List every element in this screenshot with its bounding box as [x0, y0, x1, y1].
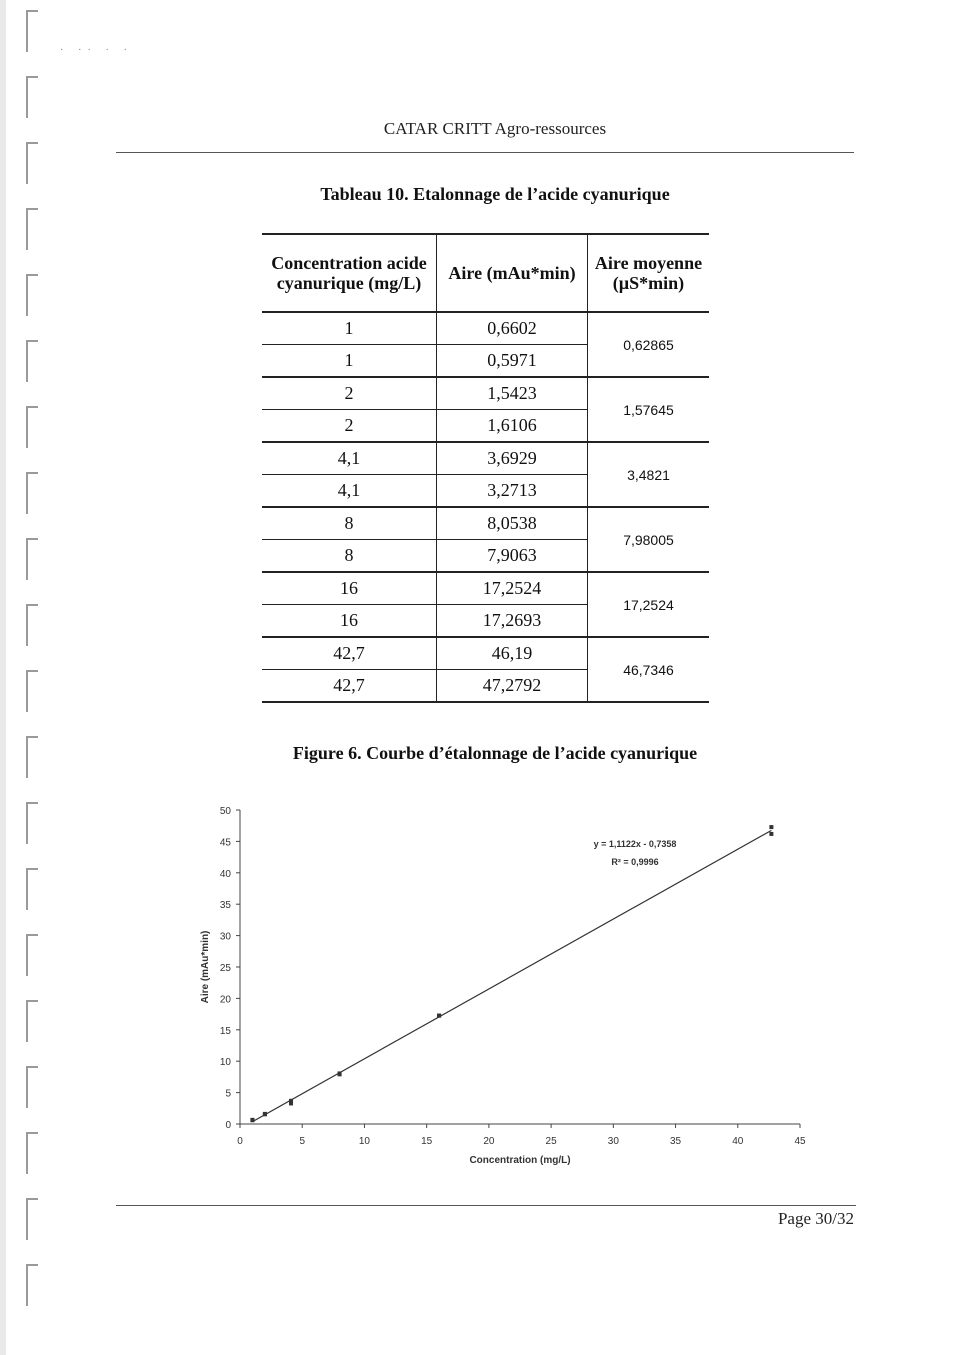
cell-concentration: 4,1 [262, 475, 437, 508]
scan-specks: · ·· · · [60, 44, 133, 55]
cell-concentration: 2 [262, 377, 437, 410]
header-aire-moyenne: Aire moyenne (µS*min) [588, 234, 710, 312]
cell-aire-moyenne: 1,57645 [588, 377, 710, 442]
y-tick-label: 35 [219, 900, 231, 912]
cell-aire: 8,0538 [437, 507, 588, 540]
table-row [262, 377, 709, 410]
punch-mark [26, 934, 38, 976]
data-point [769, 832, 773, 836]
x-tick-label: 45 [794, 1136, 806, 1147]
cell-aire: 3,6929 [437, 442, 588, 475]
punch-mark [26, 142, 38, 184]
punch-mark [26, 1066, 38, 1108]
punch-mark [26, 274, 38, 316]
x-axis-label: Concentration (mg/L) [469, 1155, 571, 1166]
table-row [262, 637, 709, 670]
y-tick-label: 40 [219, 868, 231, 880]
punch-mark [26, 340, 38, 382]
y-axis-label: Aire (mAu*min) [200, 930, 211, 1004]
punch-mark [26, 1132, 38, 1174]
x-tick-label: 30 [607, 1136, 619, 1147]
punch-mark [26, 670, 38, 712]
cell-aire: 47,2792 [437, 670, 588, 703]
x-tick-label: 0 [237, 1136, 243, 1147]
data-point [437, 1014, 441, 1018]
cell-aire: 1,5423 [437, 377, 588, 410]
x-tick-label: 35 [669, 1136, 682, 1147]
cell-concentration: 42,7 [262, 670, 437, 703]
cell-aire: 3,2713 [437, 475, 588, 508]
y-tick-label: 5 [225, 1088, 231, 1100]
x-tick-label: 25 [545, 1136, 557, 1147]
y-tick-label: 15 [219, 1025, 231, 1037]
punch-mark [26, 472, 38, 514]
cell-aire: 17,2693 [437, 605, 588, 638]
punch-mark [26, 208, 38, 250]
trendline-equation: y = 1,1122x - 0,7358 [593, 839, 677, 849]
calibration-chart [190, 795, 820, 1175]
table-row [262, 507, 709, 540]
table-row [262, 442, 709, 475]
y-tick-label: 20 [219, 994, 231, 1006]
data-point [289, 1101, 293, 1105]
cell-concentration: 42,7 [262, 637, 437, 670]
x-tick-label: 10 [358, 1136, 371, 1147]
cell-aire: 1,6106 [437, 410, 588, 443]
punch-mark [26, 538, 38, 580]
punch-mark [26, 1198, 38, 1240]
data-point [769, 825, 773, 829]
cell-concentration: 2 [262, 410, 437, 443]
cell-concentration: 4,1 [262, 442, 437, 475]
punch-mark [26, 1264, 38, 1306]
data-point [263, 1112, 267, 1116]
cell-concentration: 16 [262, 572, 437, 605]
table-row [262, 572, 709, 605]
y-tick-label: 10 [219, 1057, 231, 1069]
y-tick-label: 0 [225, 1120, 231, 1131]
punch-mark [26, 406, 38, 448]
punch-mark [26, 10, 38, 52]
header-concentration: Concentration acide cyanurique (mg/L) [262, 234, 437, 312]
y-tick-label: 45 [219, 837, 231, 849]
cell-aire: 17,2524 [437, 572, 588, 605]
table-row [262, 312, 709, 345]
page-number: Page 30/32 [777, 1209, 854, 1228]
x-tick-label: 40 [732, 1136, 744, 1147]
cell-aire-moyenne: 7,98005 [588, 507, 710, 572]
y-tick-label: 30 [219, 931, 231, 943]
header-rule [116, 152, 854, 153]
cell-concentration: 8 [262, 540, 437, 573]
punch-mark [26, 1000, 38, 1042]
trendline [252, 830, 771, 1121]
document-header-title: CATAR CRITT Agro-ressources [383, 119, 607, 138]
footer-rule [116, 1205, 856, 1206]
table-caption: Tableau 10. Etalonnage de l’acide cyanurique [320, 184, 670, 204]
table-header-row [262, 234, 709, 312]
y-tick-label: 50 [219, 806, 231, 817]
punch-mark [26, 802, 38, 844]
calibration-table [262, 233, 709, 703]
x-tick-label: 20 [483, 1136, 495, 1147]
cell-aire-moyenne: 46,7346 [588, 637, 710, 702]
cell-concentration: 8 [262, 507, 437, 540]
cell-aire: 46,19 [437, 637, 588, 670]
cell-concentration: 16 [262, 605, 437, 638]
cell-concentration: 1 [262, 345, 437, 378]
x-tick-label: 15 [421, 1136, 433, 1147]
figure-caption: Figure 6. Courbe d’étalonnage de l’acide cyanurique [292, 743, 698, 763]
punch-mark [26, 604, 38, 646]
cell-aire: 0,6602 [437, 312, 588, 345]
punch-mark [26, 868, 38, 910]
cell-aire-moyenne: 3,4821 [588, 442, 710, 507]
header-aire: Aire (mAu*min) [437, 234, 588, 312]
cell-concentration: 1 [262, 312, 437, 345]
cell-aire-moyenne: 0,62865 [588, 312, 710, 377]
data-point [250, 1118, 254, 1122]
cell-aire: 7,9063 [437, 540, 588, 573]
data-point [338, 1072, 342, 1076]
y-tick-label: 25 [219, 963, 231, 974]
r-squared-label: R² = 0,9996 [611, 857, 659, 867]
x-tick-label: 5 [299, 1136, 306, 1147]
cell-aire: 0,5971 [437, 345, 588, 378]
cell-aire-moyenne: 17,2524 [588, 572, 710, 637]
punch-mark [26, 76, 38, 118]
